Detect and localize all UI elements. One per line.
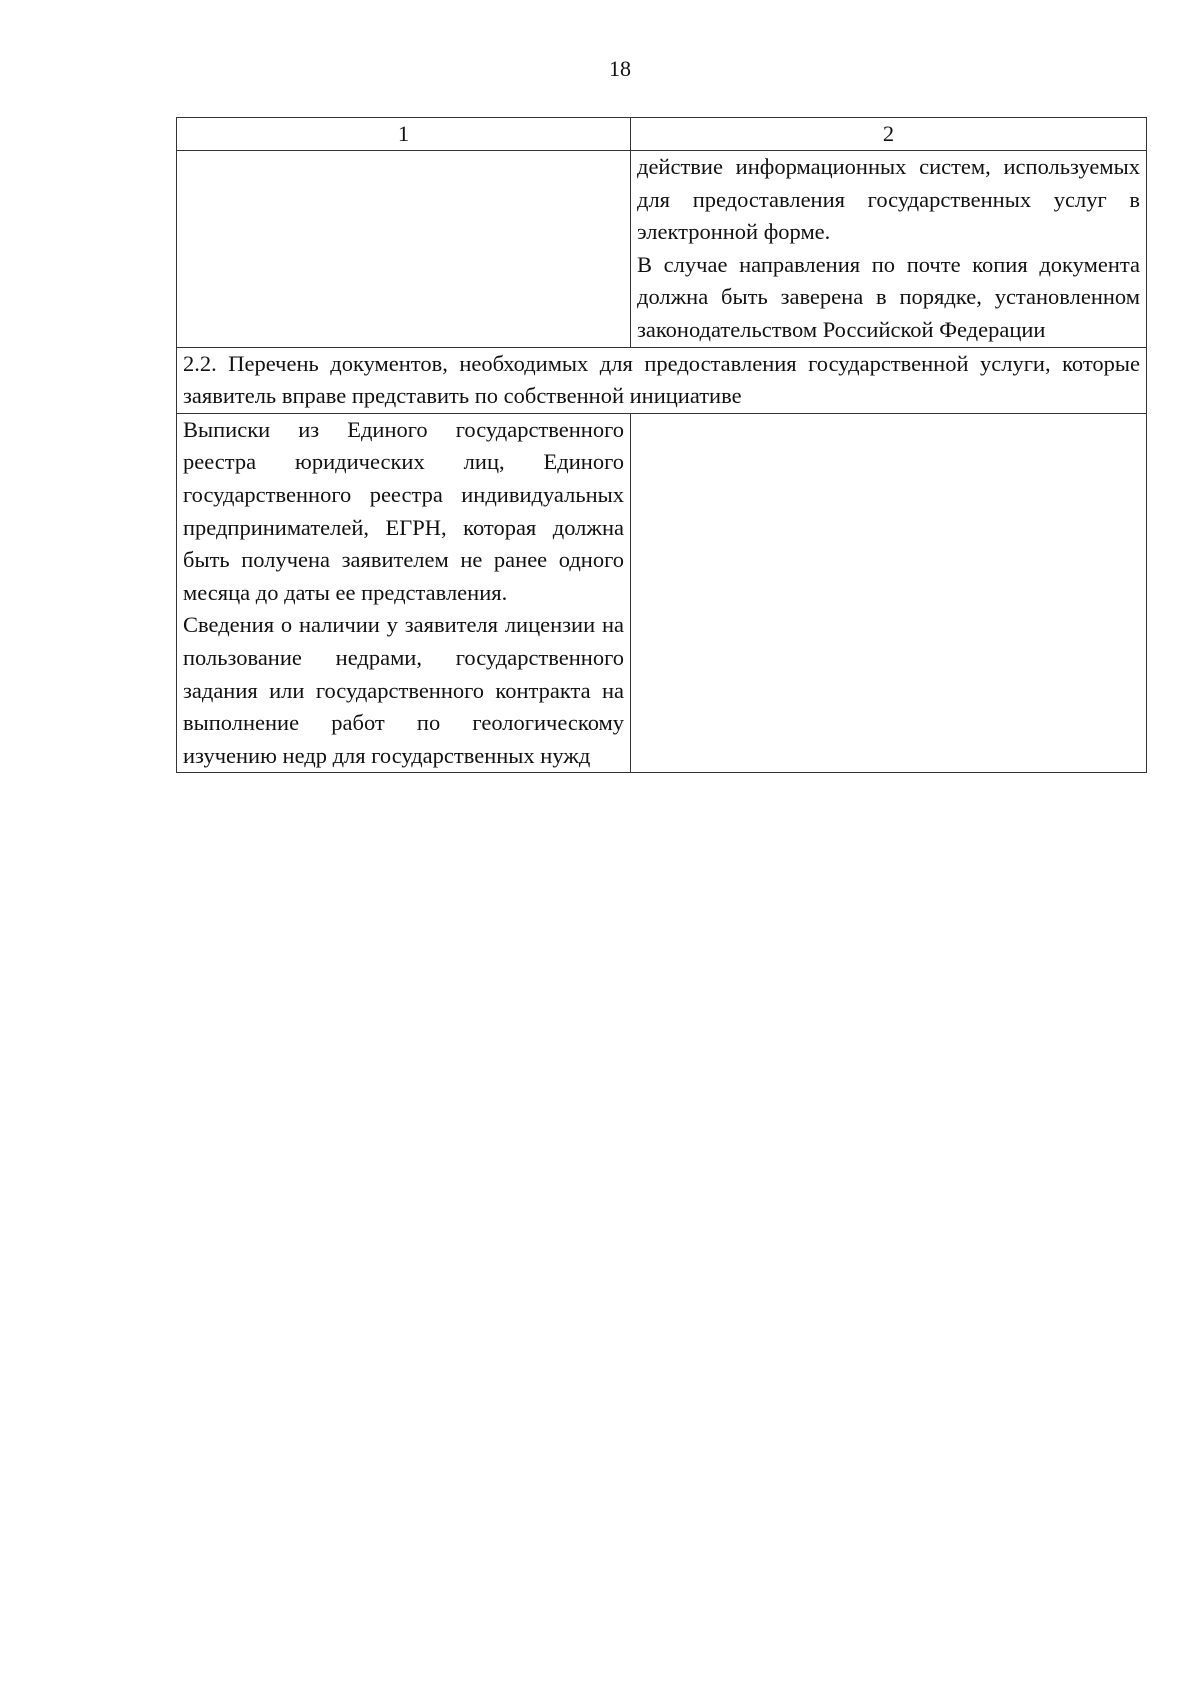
- header-cell-1: 1: [177, 118, 631, 151]
- document-table: [176, 117, 1147, 773]
- table-header-row: [177, 118, 1147, 151]
- page-number: 18: [609, 56, 631, 81]
- header-cell-2: 2: [631, 118, 1147, 151]
- section-row: [177, 347, 1147, 413]
- row2-cell-1: [177, 413, 631, 773]
- row1-cell-2: [631, 151, 1147, 348]
- row2-cell-1-paragraph-2: Сведения о наличии у заявителя лицензии на пользование недрами, государственного задания или государственного контракта на выполнение работ по геологическому изучению недр для государственных нужд: [183, 612, 624, 768]
- section-heading-cell: 2.2. Перечень документов, необходимых для предоставления государственной услуги, которые заявитель вправе представить по собственной инициативе: [177, 347, 1147, 413]
- row1-cell-1: [177, 151, 631, 348]
- row2-cell-1-paragraph-1: Выписки из Единого государственного реестра юридических лиц, Единого государственного реестра индивидуальных предпринимателей, ЕГРН, которая должна быть получена заявителем не ранее одного месяца до даты ее представления.: [183, 416, 624, 605]
- row2-cell-2: [631, 413, 1147, 773]
- row1-cell-2-paragraph-2: В случае направления по почте копия документа должна быть заверена в порядке, установленном законодательством Российской Федерации: [637, 251, 1140, 342]
- row1-cell-2-paragraph-1: действие информационных систем, используемых для предоставления государственных услуг в электронной форме.: [637, 154, 1140, 245]
- table-row: [177, 413, 1147, 773]
- table-row: [177, 151, 1147, 348]
